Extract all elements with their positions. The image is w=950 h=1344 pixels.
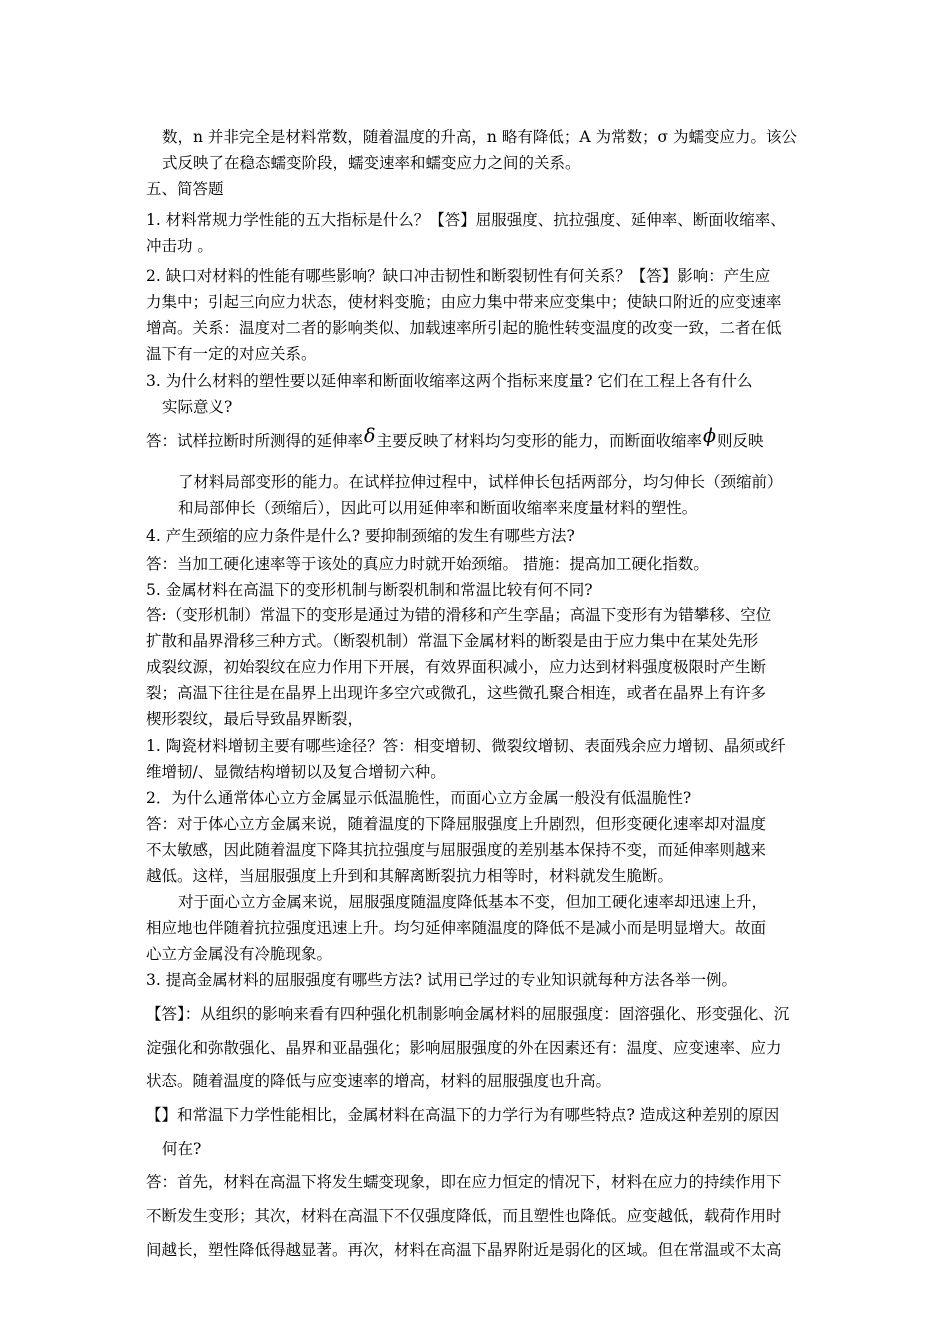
text-segment: 主要反映了材料均匀变形的能力，而断面收缩率 [376,432,702,450]
text-line: 【答】：从组织的影响来看有四种强化机制影响金属材料的屈服强度：固溶强化、形变强化、沉 [146,1005,790,1023]
text-segment: 则反映 [716,432,764,450]
text-line: 4. 产生颈缩的应力条件是什么? 要抑制颈缩的发生有哪些方法? [146,527,575,545]
text-line: 冲击功 。 [146,237,213,255]
text-line: 成裂纹源，初始裂纹在应力作用下开展，有效界面积减小，应力达到材料强度极限时产生断 [146,658,767,676]
section-heading: 五、简答题 [146,180,224,198]
text-line: 1. 材料常规力学性能的五大指标是什么？【答】屈服强度、抗拉强度、延伸率、断面收缩率、 [146,211,786,229]
text-line: 【】和常温下力学性能相比，金属材料在高温下的力学行为有哪些特点? 造成这种差别的原因 [146,1106,780,1124]
text-line: 力集中；引起三向应力状态，使材料变脆；由应力集中带来应变集中；使缺口附近的应变速率 [146,293,782,311]
text-line: 答:（变形机制）常温下的变形是通过为错的滑移和产生孪晶；高温下变形有为错攀移、空位 [146,606,772,624]
text-line: 间越长，塑性降低得越显著。再次，材料在高温下晶界附近是弱化的区域。但在常温或不太高 [146,1241,782,1259]
text-line: 不太敏感，因此随着温度下降其抗拉强度与屈服强度的差别基本保持不变，而延伸率则越来 [146,841,767,859]
text-line: 楔形裂纹，最后导致晶界断裂， [146,710,364,728]
text-line: 对于面心立方金属来说，屈服强度随温度降低基本不变，但加工硬化速率却迅速上升， [178,893,768,911]
text-line: 温下有一定的对应关系。 [146,345,317,363]
text-line: 答：首先，材料在高温下将发生蠕变现象，即在应力恒定的情况下，材料在应力的持续作用下 [146,1173,782,1191]
text-line: 2. 缺口对材料的性能有哪些影响？缺口冲击韧性和断裂韧性有何关系？【答】影响：产生应 [146,267,771,285]
text-line: 状态。随着温度的降低与应变速率的增高，材料的屈服强度也升高。 [146,1072,612,1090]
text-line: 1. 陶瓷材料增韧主要有哪些途径？答：相变增韧、微裂纹增韧、表面残余应力增韧、晶须或纤 [146,737,786,755]
text-line: 裂；高温下往往是在晶界上出现许多空穴或微孔，这些微孔聚合相连，或者在晶界上有许多 [146,684,767,702]
text-line: 2．为什么通常体心立方金属显示低温脆性，而面心立方金属一般没有低温脆性? [146,789,692,807]
text-line: 维增韧/、显微结构增韧以及复合增韧六种。 [146,763,446,781]
phi-symbol: ϕ [702,427,716,447]
text-line: 3. 为什么材料的塑性要以延伸率和断面收缩率这两个指标来度量? 它们在工程上各有什么 [146,372,753,390]
text-line: 增高。关系：温度对二者的影响类似、加载速率所引起的脆性转变温度的改变一致，二者在低 [146,319,782,337]
text-line: 扩散和晶界滑移三种方式。（断裂机制）常温下金属材料的断裂是由于应力集中在某处先形 [146,632,759,650]
text-segment: 答：试样拉断时所测得的延伸率 [146,432,364,450]
text-line: 实际意义? [162,398,233,416]
text-line: 了材料局部变形的能力。在试样拉伸过程中，试样伸长包括两部分，均匀伸长（颈缩前） [178,473,783,491]
text-line: 数，n 并非完全是材料常数，随着温度的升高，n 略有降低；A 为常数；σ 为蠕变应力。该公 [162,128,797,146]
text-line: 和局部伸长（颈缩后），因此可以用延伸率和断面收缩率来度量材料的塑性。 [178,499,698,517]
text-line: 3. 提高金属材料的屈服强度有哪些方法? 试用已学过的专业知识就每种方法各举一例。 [146,971,737,989]
text-line: 答：对于体心立方金属来说，随着温度的下降屈服强度上升剧烈，但形变硬化速率却对温度 [146,815,767,833]
text-line: 淀强化和弥散强化、晶界和亚晶强化；影响屈服强度的外在因素还有：温度、应变速率、应力 [146,1039,782,1057]
text-line: 答：当加工硬化速率等于该处的真应力时就开始颈缩。 措施：提高加工硬化指数。 [146,555,709,573]
delta-symbol: δ [364,427,376,447]
text-line: 式反映了在稳态蠕变阶段，蠕变速率和蠕变应力之间的关系。 [162,154,581,172]
text-line: 心立方金属没有冷脆现象。 [146,945,333,963]
text-line: 何在? [162,1140,202,1158]
answer-line-with-symbols [146,427,806,454]
text-line: 相应地也伴随着抗拉强度迅速上升。均匀延伸率随温度的降低不是减小而是明显增大。故面 [146,919,767,937]
text-line: 越低。这样，当屈服强度上升到和其解离断裂抗力相等时，材料就发生脆断。 [146,867,674,885]
text-line: 不断发生变形；其次，材料在高温下不仅强度降低，而且塑性也降低。应变越低，载荷作用时 [146,1207,782,1225]
text-line: 5. 金属材料在高温下的变形机制与断裂机制和常温比较有何不同? [146,581,593,599]
